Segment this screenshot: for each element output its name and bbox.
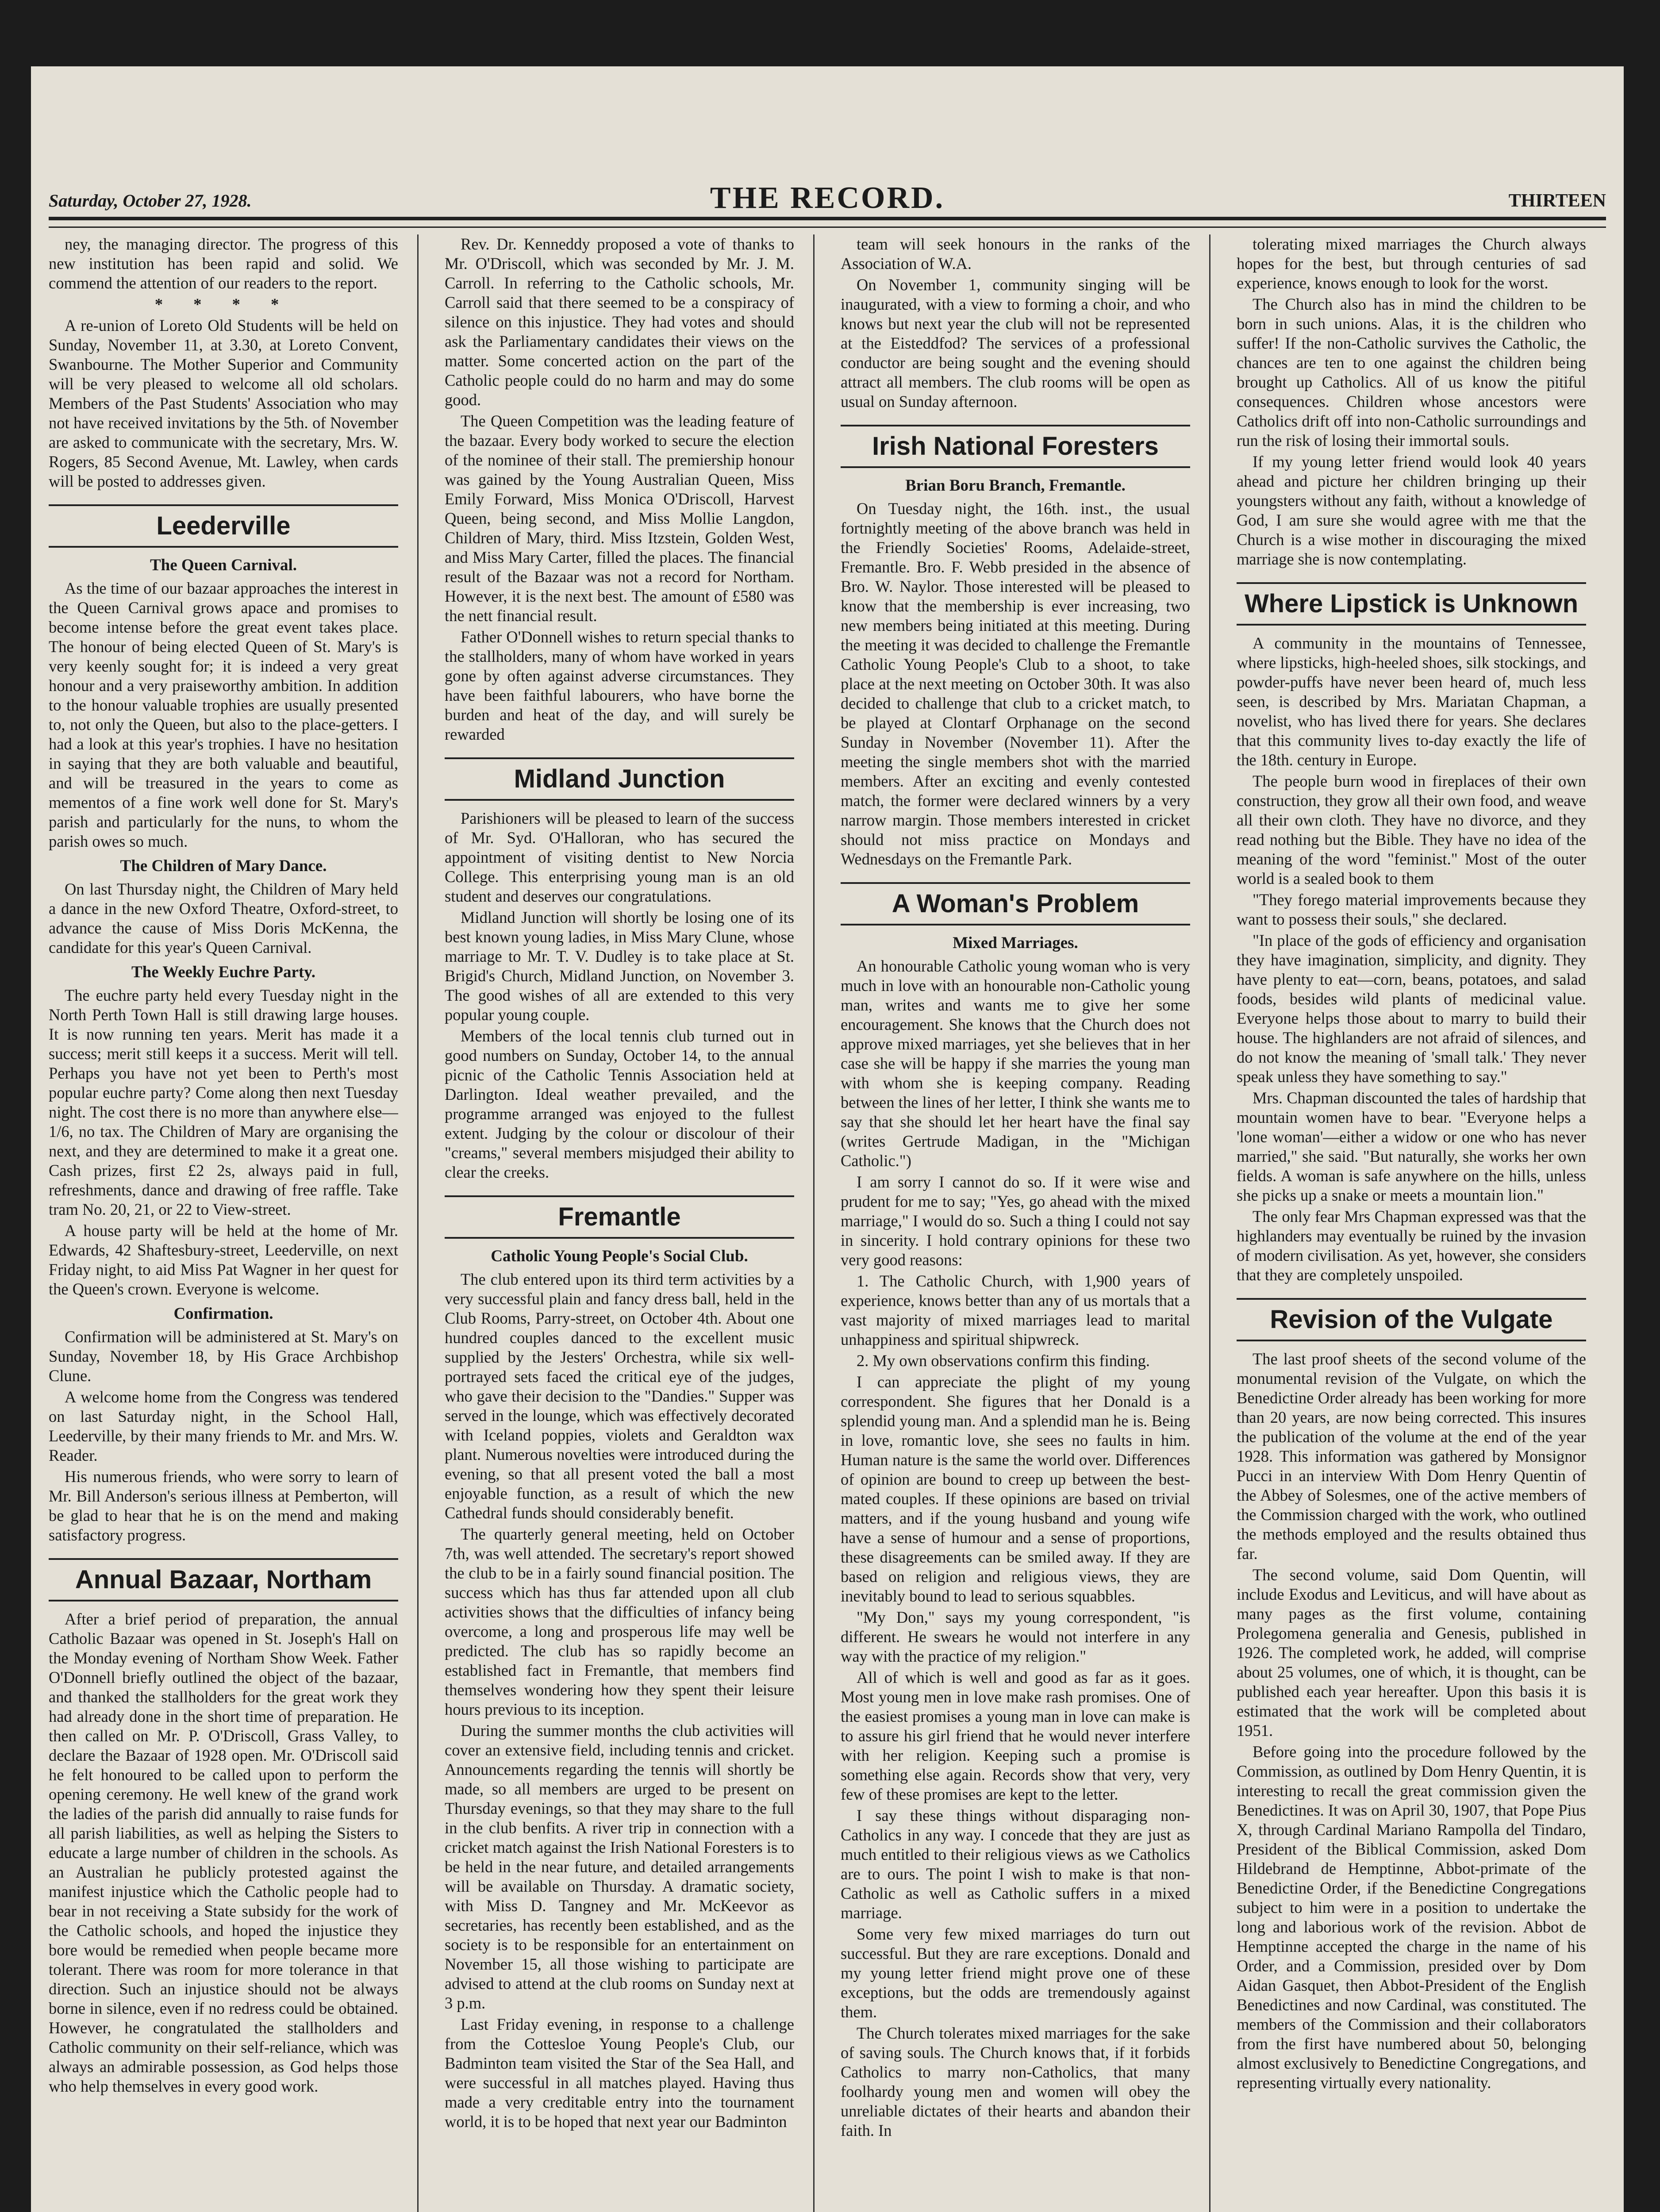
headline-revision-of-the-vulgate: Revision of the Vulgate: [1237, 1298, 1586, 1341]
paragraph: "In place of the gods of efficiency and organisation they have imagination, simplicity, and dignity. They have plenty to eat—corn, beans, potatoes, and salad foods, besides wild plants of medicinal value. Everyone helps those about to marry to build their house. The highlanders are not afraid of silences, and do not know the meaning of 'small talk.' They never speak unless they have something to say.": [1237, 931, 1586, 1086]
paragraph: A re-union of Loreto Old Students will be held on Sunday, November 11, at 3.30, at Loreto Convent, Swanbourne. The Mother Superior and Community will be very pleased to welcome all old scholars. Members of the Past Students' Association who may not have received invitations by the 5th. of November are asked to communicate with the secretary, Mrs. W. Rogers, 85 Second Avenue, Mt. Lawley, when cards will be posted to addresses given.: [49, 316, 398, 490]
paragraph: The second volume, said Dom Quentin, will include Exodus and Leviticus, and will have about as many pages as the first volume, containing Prolegomena generalia and Genesis, published in 1926. The completed work, he added, will comprise about 25 volumes, one of which, it is thought, can be published each year hereafter. Upon this basis it is estimated that the work will be completed about 1951.: [1237, 1566, 1586, 1740]
paragraph: team will seek honours in the ranks of the Association of W.A.: [841, 235, 1190, 273]
headline-fremantle: Fremantle: [445, 1195, 794, 1239]
paragraph: The club entered upon its third term activities by a very successful plain and fancy dress ball, held in the Club Rooms, Parry-street, on October 4th. About one hundred couples danced to the excellent music supplied by the Jesters' Orchestra, while six well-portrayed sets faced the critical eye of the judges, who gave their decision to the "Dandies." Supper was served in the lounge, which was effectively decorated with Iceland poppies, violets and Geraldton wax plant. Numerous novelties were introduced during the evening, so that all present voted the ball a most enjoyable function, as a result of which the new Cathedral funds should considerably benefit.: [445, 1270, 794, 1522]
headline-where-lipstick-is-unknown: Where Lipstick is Unknown: [1237, 582, 1586, 626]
paragraph: "My Don," says my young correspondent, "is different. He swears he would not interfere in any way with the practice of my religion.": [841, 1608, 1190, 1665]
paragraph: Parishioners will be pleased to learn of the success of Mr. Syd. O'Halloran, who has secured the appointment of visiting dentist to New Norcia College. This enterprising young man is an old student and deserves our congratulations.: [445, 809, 794, 905]
paragraph: As the time of our bazaar approaches the interest in the Queen Carnival grows apace and promises to become intense before the great event takes place. The honour of being elected Queen of St. Mary's is very keenly sought for; it is indeed a very great honour and a very praiseworthy ambition. In addition to the honour valuable trophies are usually presented to, not only the Queen, but also to the place-getters. I had a look at this year's trophies. I have no hesitation in saying that they are both valuable and beautiful, and will be treasured in the years to come as mementos of a fine work well done for St. Mary's parish and particularly for the nuns, to whom the parish owes so much.: [49, 579, 398, 850]
paragraph: I can appreciate the plight of my young correspondent. She figures that her Donald is a splendid young man. And a splendid man he is. Being in love, romantic love, she sees no faults in him. Human nature is the same the world over. Differences of opinion are bound to creep up between the best-mated couples. If these opinions are based on trivial matters, and if the young husband and young wife have a sense of humour and a sense of proportions, these disagreements can be smiled away. If they are based on religion and religious views, they are inevitably bound to lead to serious squabbles.: [841, 1373, 1190, 1605]
paragraph: Confirmation will be administered at St. Mary's on Sunday, November 18, by His Grace Archbishop Clune.: [49, 1328, 398, 1385]
paragraph: On last Thursday night, the Children of Mary held a dance in the new Oxford Theatre, Oxford-street, to advance the cause of Miss Doris McKenna, the candidate for this year's Queen Carnival.: [49, 880, 398, 956]
subheading: The Queen Carnival.: [150, 556, 297, 574]
column-rule: [417, 234, 419, 2212]
paragraph: The euchre party held every Tuesday night in the North Perth Town Hall is still drawing large houses. It is now running ten years. Merit has made it a success; merit still keeps it a success. Merit will tell. Perhaps you have not yet been to Perth's most popular euchre party? Come along then next Tuesday night. The cost there is no more than anywhere else—1/6, no tax. The Children of Mary are organising the next, and they are determined to make it a great one. Cash prizes, first £2 2s, always paid in full, refreshments, dance and drawing of free raffle. Take tram No. 20, 21, or 22 to View-street.: [49, 986, 398, 1218]
paragraph: If my young letter friend would look 40 years ahead and picture her children bringing up their youngsters without any faith, without a knowledge of God, I am sure she would agree with me that the Church is a wise mother in discouraging the mixed marriage she is now contemplating.: [1237, 453, 1586, 568]
paragraph: Some very few mixed marriages do turn out successful. But they are rare exceptions. Donald and my young letter friend might prove one of these exceptions, but the odds are tremendously against them.: [841, 1925, 1190, 2021]
paragraph: Members of the local tennis club turned out in good numbers on Sunday, October 14, to the annual picnic of the Catholic Tennis Association held at Darlington. Ideal weather prevailed, and the programme arranged was enjoyed to the fullest extent. Judging by the colour or discolour of their "creams," several members misjudged their ability to clear the creeks.: [445, 1027, 794, 1181]
paragraph: The Church also has in mind the children to be born in such unions. Alas, it is the children who suffer! If the non-Catholic survives the Catholic, the chances are ten to one against the children being brought up Catholics. All of us know the pitiful consequences. Children whose ancestors were Catholics drift off into non-Catholic surroundings and run the risk of losing their immortal souls.: [1237, 295, 1586, 449]
paragraph: The only fear Mrs Chapman expressed was that the highlanders may eventually be ruined by the invasion of modern civilisation. As yet, however, she considers that they are completely unspoiled.: [1237, 1207, 1586, 1284]
newspaper-page: [31, 66, 1624, 2212]
paragraph: Last Friday evening, in response to a challenge from the Cottesloe Young People's Club, our Badminton team visited the Star of the Sea Hall, and were successful in all matches played. Having thus made a very creditable entry into the tournament world, it is to be hoped that next year our Badminton: [445, 2015, 794, 2131]
newspaper-title: THE RECORD.: [710, 181, 945, 215]
paragraph: ney, the managing director. The progress of this new institution has been rapid and solid. We commend the attention of our readers to the report.: [49, 235, 398, 292]
column-1: [49, 234, 398, 2212]
issue-date: Saturday, October 27, 1928.: [49, 191, 252, 211]
paragraph: tolerating mixed marriages the Church always hopes for the best, but through centuries of sad experience, knows enough to look for the worst.: [1237, 235, 1586, 292]
column-3: [841, 234, 1190, 2212]
paragraph: A house party will be held at the home of Mr. Edwards, 42 Shaftesbury-street, Leederville, on next Friday night, to aid Miss Pat Wagner in her quest for the Queen's crown. Everyone is welcome.: [49, 1221, 398, 1298]
section-divider: * * * *: [154, 295, 292, 313]
subheading: The Weekly Euchre Party.: [131, 963, 315, 981]
masthead-rule: [49, 227, 1606, 228]
headline-leederville: Leederville: [49, 504, 398, 548]
paragraph: Mrs. Chapman discounted the tales of hardship that mountain women have to bear. "Everyone helps a 'lone woman'—either a widow or one who has never married," she said. "But naturally, she works her own fields. A woman is safe anywhere on the hills, unless she picks up a snake or meets a mountain lion.": [1237, 1089, 1586, 1204]
paragraph: The Queen Competition was the leading feature of the bazaar. Every body worked to secure the election of the nominee of their stall. The premiership honour was gained by the Young Australian Queen, Miss Emily Forward, Miss Monica O'Driscoll, Harvest Queen, being second, and Miss Mollie Langdon, Children of Mary, third. Miss Itzstein, Golden West, and Miss Mary Carter, filled the places. The financial result of the Bazaar was not a record for Northam. However, it is the next best. The amount of £580 was the nett financial result.: [445, 412, 794, 625]
paragraph: 2. My own observations confirm this finding.: [857, 1352, 1150, 1370]
paragraph: His numerous friends, who were sorry to learn of Mr. Bill Anderson's serious illness at Pemberton, will be glad to hear that he is on the mend and making satisfactory progress.: [49, 1467, 398, 1544]
subheading: Catholic Young People's Social Club.: [491, 1247, 748, 1265]
column-2: [445, 234, 794, 2212]
headline-womans-problem: A Woman's Problem: [841, 882, 1190, 926]
subheading: The Children of Mary Dance.: [120, 857, 327, 875]
paragraph: 1. The Catholic Church, with 1,900 years of experience, knows better than any of us mortals that a vast majority of mixed marriages lead to marital unhappiness and spiritual shipwreck.: [841, 1272, 1190, 1348]
paragraph: "They forego material improvements because they want to possess their souls," she declared.: [1237, 891, 1586, 928]
paragraph: The Church tolerates mixed marriages for the sake of saving souls. The Church knows that, if it forbids Catholics to marry non-Catholics, that many foolhardy young men and women will obey the unreliable dictates of their hearts and abandon their faith. In: [841, 2024, 1190, 2139]
subheading: Mixed Marriages.: [953, 934, 1078, 952]
headline-midland-junction: Midland Junction: [445, 757, 794, 801]
paragraph: During the summer months the club activities will cover an extensive field, including tennis and cricket. Announcements regarding the tennis will shortly be made, so all members are urged to be present on Thursday evenings, so that they may share to the full in the club benfits. A river trip in connection with a cricket match against the Irish National Foresters is to be held in the near future, and detailed arrangements will be available on Thursday. A dramatic society, with Miss D. Tangney and Mr. McKeevor as secretaries, has recently been established, and as the society is to be responsible for an entertainment on November 15, all those wishing to participate are advised to attend at the club rooms on Sunday next at 3 p.m.: [445, 1721, 794, 2012]
paragraph: A community in the mountains of Tennessee, where lipsticks, high-heeled shoes, silk stockings, and powder-puffs have never been heard of, much less seen, is described by Mrs. Mariatan Chapman, a novelist, who has lived there for years. She declares that this community lives to-day exactly the life of the 18th. century in Europe.: [1237, 634, 1586, 769]
paragraph: The quarterly general meeting, held on October 7th, was well attended. The secretary's report showed the club to be in a fairly sound financial position. The success which has thus far attended upon all club activities shows that the difficulties of infancy being overcome, a long and prosperous life may well be predicted. The club has so rapidly become an established fact in Fremantle, that members find themselves wondering how they spent their leisure hours previous to its inception.: [445, 1525, 794, 1718]
page-number: THIRTEEN: [1508, 191, 1606, 211]
paragraph: I am sorry I cannot do so. If it were wise and prudent for me to say; "Yes, go ahead with the mixed marriage," I would do so. Such a thing I could not say in sincerity. I hold contrary opinions for these two very good reasons:: [841, 1173, 1190, 1269]
masthead: [49, 177, 1606, 220]
headline-annual-bazaar: Annual Bazaar, Northam: [49, 1558, 398, 1601]
subheading: Brian Boru Branch, Fremantle.: [905, 476, 1126, 495]
paragraph: An honourable Catholic young woman who is very much in love with an honourable non-Catholic young man, writes and wants me to give her some encouragement. She knows that the Church does not approve mixed marriages, yet she believes that in her case she will be happy if she marries the young man with whom she is keeping company. Reading between the lines of her letter, I think she wants me to say that she should let her heart have the final say (writes Gertrude Madigan, in the "Michigan Catholic."): [841, 957, 1190, 1170]
headline-irish-national-foresters: Irish National Foresters: [841, 425, 1190, 468]
paragraph: On Tuesday night, the 16th. inst., the usual fortnightly meeting of the above branch was held in the Friendly Societies' Rooms, Adelaide-street, Fremantle. Bro. F. Webb presided in the absence of Bro. W. Naylor. Those interested will be pleased to know that the membership is ever increasing, two new members being initiated at this meeting. During the meeting it was decided to challenge the Fremantle Catholic Young People's Club to a shoot, to take place at the next meeting on October 30th. It was also decided to challenge that club to a cricket match, to be played at Clontarf Orphanage on the second Sunday in November (November 11). After the meeting the single members shot with the married members. After an exciting and evenly contested match, the former were declared winners by a very narrow margin. Those members interested in cricket should not miss practice on Mondays and Wednesdays on the Fremantle Park.: [841, 499, 1190, 868]
paragraph: On November 1, community singing will be inaugurated, with a view to forming a choir, and who knows but next year the club will not be represented at the Eisteddfod? The services of a professional conductor are being sought and the evening should attract all members. The club rooms will be open as usual on Sunday afternoon.: [841, 276, 1190, 411]
paragraph: I say these things without disparaging non-Catholics in any way. I concede that they are just as much entitled to their religious views as we Catholics are to ours. The point I wish to make is that non-Catholic as well as Catholic suffers in a mixed marriage.: [841, 1806, 1190, 1922]
paragraph: The people burn wood in fireplaces of their own construction, they grow all their own food, and weave all their own cloth. They have no divorce, and they read nothing but the Bible. They have no idea of the meaning of the word "feminist." Most of the outer world is a sealed book to them: [1237, 772, 1586, 887]
column-rule: [813, 234, 815, 2212]
column-4: [1237, 234, 1586, 2212]
paragraph: Rev. Dr. Kenneddy proposed a vote of thanks to Mr. O'Driscoll, which was seconded by Mr. J. M. Carroll. In referring to the Catholic schools, Mr. Carroll said that there seemed to be a conspiracy of silence on this injustice. They had votes and should ask the Parliamentary candidates their views on the matter. Some concerted action on the part of the Catholic people could do no harm and may do some good.: [445, 235, 794, 409]
subheading: Confirmation.: [173, 1305, 273, 1323]
paragraph: Before going into the procedure followed by the Commission, as outlined by Dom Henry Quentin, it is interesting to recall the great commission given the Benedictines. It was on April 30, 1907, that Pope Pius X, through Cardinal Mariano Rampolla del Tindaro, President of the Biblical Commission, asked Dom Hildebrand de Hemptinne, Abbot-primate of the Benedictine Order, if the Benedictine Congregations subject to him were in a position to undertake the long and laborious work of the revision. Abbot de Hemptinne accepted the charge in the name of his Order, and a Commission, presided over by Dom Aidan Gasquet, then Abbot-President of the English Benedictines and now Cardinal, was constituted. The members of the Commission and their collaborators from the first have numbered about 50, belonging almost exclusively to Benedictine Congregations, and representing virtually every nationality.: [1237, 1743, 1586, 2092]
paragraph: Father O'Donnell wishes to return special thanks to the stallholders, many of whom have worked in years gone by often against adverse circumstances. They have been faithful labourers, who have borne the burden and heat of the day, and will surely be rewarded: [445, 628, 794, 743]
column-rule: [1209, 234, 1210, 2212]
paragraph: After a brief period of preparation, the annual Catholic Bazaar was opened in St. Joseph's Hall on the Monday evening of Northam Show Week. Father O'Donnell briefly outlined the object of the bazaar, and thanked the stallholders for the great work they had already done in the short time of preparation. He then called on Mr. P. O'Driscoll, Grass Valley, to declare the Bazaar of 1928 open. Mr. O'Driscoll said he felt honoured to be called upon to perform the opening ceremony. He well knew of the grand work the ladies of the parish did annually to raise funds for all parish liabilities, as well as helping the Sisters to educate a large number of children in the schools. As an Australian he publicly protested against the manifest injustice which the Catholic people had to bear in not receiving a State subsidy for the work of the Catholic schools, and hoped the injustice they bore would be remedied when people became more tolerant. There was room for more tolerance in that direction. Such an injustice should not be always borne in silence, even if no redress could be obtained. However, he congratulated the stallholders and Catholic community on their self-reliance, which was always an admirable possession, as God helps those who help themselves in every good work.: [49, 1610, 398, 2095]
paragraph: The last proof sheets of the second volume of the monumental revision of the Vulgate, on which the Benedictine Order already has been working for more than 20 years, are now being corrected. This insures the publication of the volume at the end of the year 1928. This information was gathered by Monsignor Pucci in an interview With Dom Henry Quentin of the Abbey of Solesmes, one of the active members of the Commission charged with the work, who outlined the methods employed and the results obtained thus far.: [1237, 1350, 1586, 1563]
paragraph: All of which is well and good as far as it goes. Most young men in love make rash promises. One of the easiest promises a young man in love can make is to assure his girl friend that he would never interfere with her religion. Keeping such a promise is something else again. Records show that very, very few of these promises are kept to the letter.: [841, 1668, 1190, 1803]
paragraph: Midland Junction will shortly be losing one of its best known young ladies, in Miss Mary Clune, whose marriage to Mr. T. V. Dudley is to take place at St. Brigid's Church, Midland Junction, on November 3. The good wishes of all are extended to this very popular young couple.: [445, 908, 794, 1024]
paragraph: A welcome home from the Congress was tendered on last Saturday night, in the School Hall, Leederville, by their many friends to Mr. and Mrs. W. Reader.: [49, 1388, 398, 1464]
